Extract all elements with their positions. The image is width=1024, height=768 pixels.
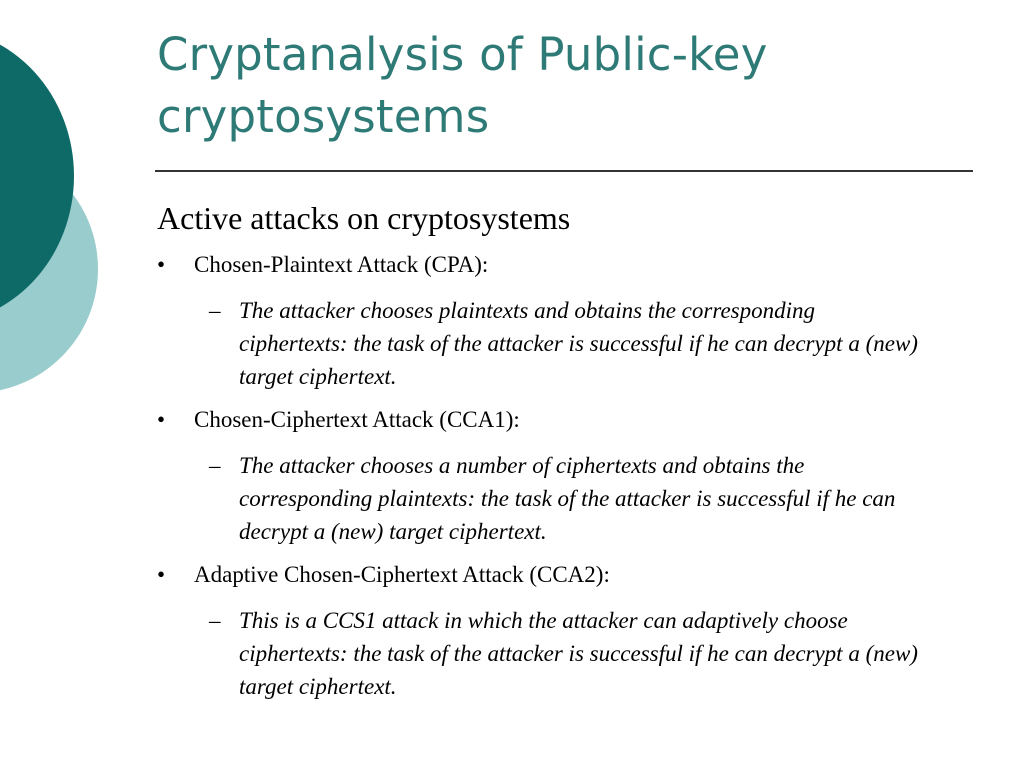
dash-marker: – [209, 608, 221, 633]
bullet-item-cpa [157, 250, 957, 280]
bullet-item-cca1 [157, 405, 957, 435]
bullet-label: Adaptive Chosen-Ciphertext Attack (CCA2): [194, 562, 610, 587]
bullet-marker: • [157, 252, 166, 277]
sub-item-cca2 [157, 604, 929, 703]
sub-item-cpa [157, 294, 929, 393]
bullet-item-cca2 [157, 560, 957, 590]
sub-item-text: This is a CCS1 attack in which the attacker can adaptively choose ciphertexts: the task of the attacker is successful if he can decrypt a (new) target ciphertext. [239, 608, 918, 699]
slide-subheading: Active attacks on cryptosystems [157, 200, 571, 236]
bullet-label: Chosen-Ciphertext Attack (CCA1): [194, 407, 520, 432]
bullet-marker: • [157, 562, 166, 587]
dash-marker: – [209, 298, 221, 323]
sub-item-cca1 [157, 449, 929, 548]
slide-content [157, 196, 957, 715]
title-divider [155, 170, 973, 172]
bullet-label: Chosen-Plaintext Attack (CPA): [194, 252, 489, 277]
slide-title: Cryptanalysis of Public-key cryptosystems [157, 28, 768, 143]
sub-item-text: The attacker chooses plaintexts and obtains the corresponding ciphertexts: the task of the attacker is successful if he can decrypt a (new) target ciphertext. [239, 298, 918, 389]
sub-item-text: The attacker chooses a number of ciphertexts and obtains the corresponding plaintexts: the task of the attacker is successful if he can decrypt a (new) target ciphertext. [239, 453, 896, 544]
bullet-marker: • [157, 407, 166, 432]
dash-marker: – [209, 453, 221, 478]
